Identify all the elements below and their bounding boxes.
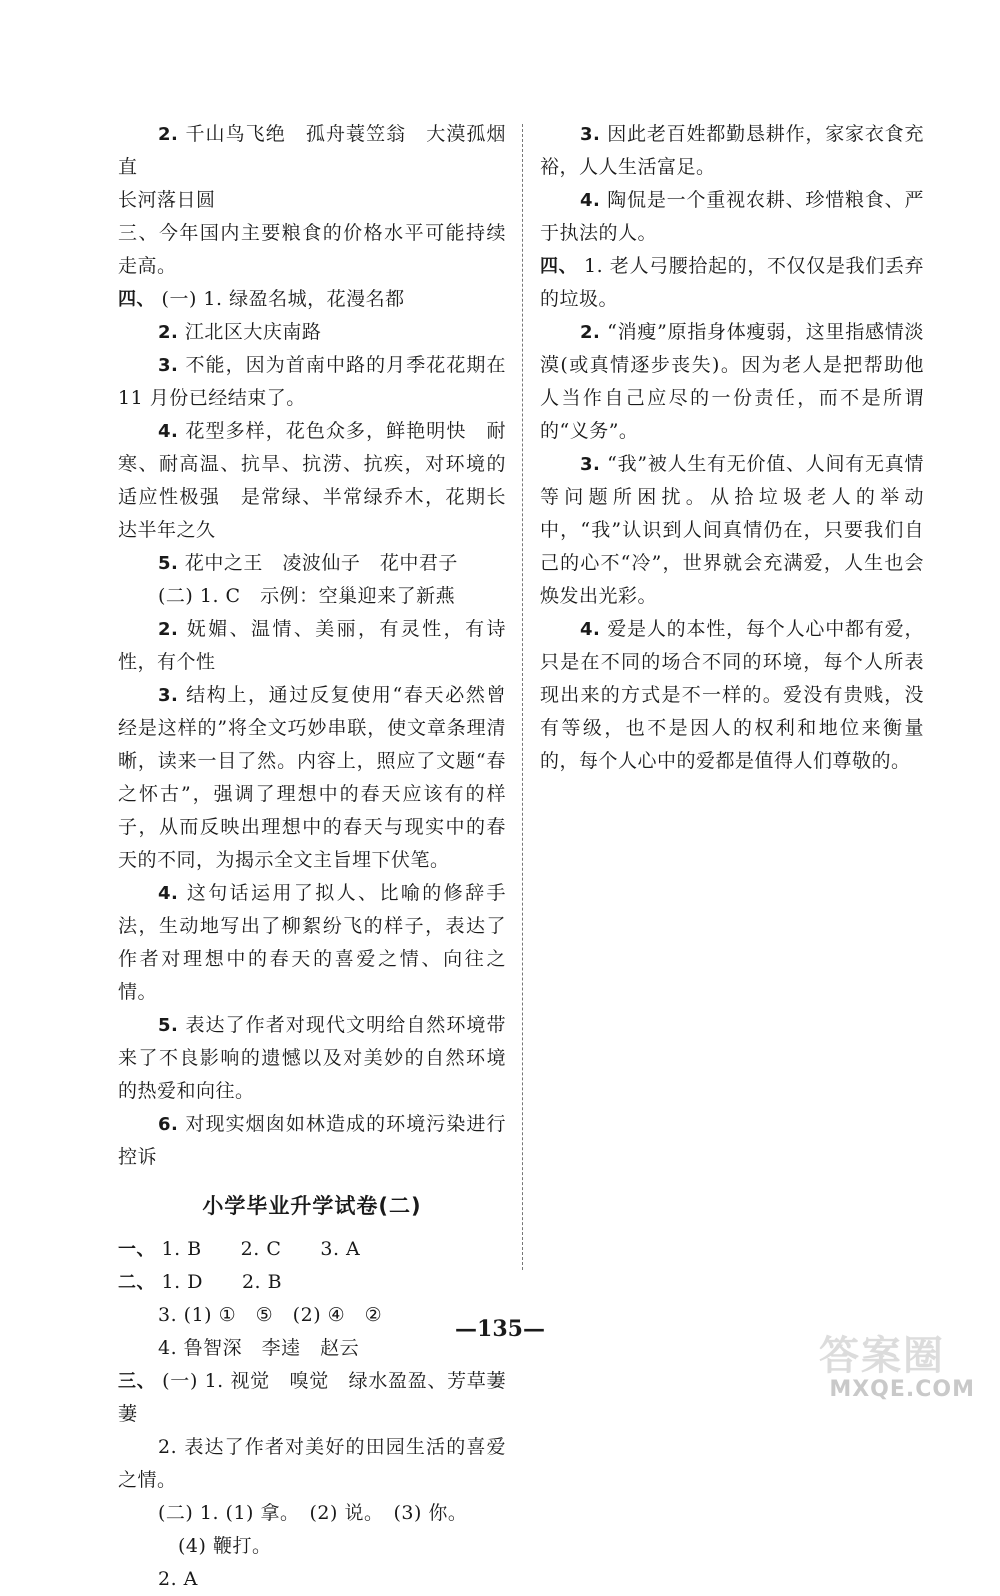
watermark-logo: 答案圈 [819,1333,945,1379]
item-number: 4. [158,883,179,904]
answer-line [540,316,924,448]
answer-line [118,1497,506,1530]
answer-line [540,184,924,250]
item-number: 3. [580,124,601,145]
answer-line [118,580,506,613]
item-number: 2. [158,619,179,640]
item-number: 4. [580,619,601,640]
answer-text: 千山鸟飞绝 孤舟蓑笠翁 大漠孤烟直 [118,123,506,178]
item-number: 2. [158,322,179,343]
answer-line [540,613,924,778]
answer-line [118,184,506,217]
answer-text: 这句话运用了拟人、比喻的修辞手法，生动地写出了柳絮纷飞的样子，表达了作者对理想中的春天的喜爱之情、向往之情。 [118,882,506,1003]
left-column [118,118,506,1596]
answer-text: 4. 鲁智深 李逵 赵云 [158,1337,360,1359]
answer-text: 因此老百姓都勤恳耕作，家家衣食充裕，人人生活富足。 [540,123,924,178]
answer-line [118,679,506,877]
item-number: 四、 [540,256,578,277]
answer-text: “消瘦”原指身体瘦弱，这里指感情淡漠(或真情逐步丧失)。因为老人是把帮助他人当作自己应尽的一份责任，而不是所谓的“义务”。 [540,321,924,442]
item-number: 5. [158,1015,179,1036]
item-number: 3. [580,454,601,475]
answer-line [118,547,506,580]
answer-line [118,1563,506,1596]
answer-text: 结构上，通过反复使用“春天必然曾经是这样的”将全文巧妙串联，使文章条理清晰，读来一目了然。内容上，照应了文题“春之怀古”，强调了理想中的春天应该有的样子，从而反映出理想中的春天与现实中的春天的不同，为揭示全文主旨埋下伏笔。 [118,684,506,871]
item-number: 5. [158,553,179,574]
answer-text: 花型多样，花色众多，鲜艳明快 耐寒、耐高温、抗旱、抗涝、抗疾，对环境的适应性极强 是常绿、半常绿乔木，花期长达半年之久 [118,420,506,541]
answer-text: 不能，因为首南中路的月季花花期在 11 月份已经结束了。 [118,354,506,409]
item-number: 三、 [118,1371,156,1392]
answer-text: 1. B 2. C 3. A [161,1238,361,1260]
answer-line [118,1009,506,1108]
answer-line [118,316,506,349]
item-number: 四、 [118,289,155,310]
answer-line [118,877,506,1009]
answer-text: (一) 1. 视觉 嗅觉 绿水盈盈、芳草萋萋 [118,1370,506,1425]
answer-line [118,349,506,415]
answer-text: 陶侃是一个重视农耕、珍惜粮食、严于执法的人。 [540,189,924,244]
answer-line [118,118,506,184]
answer-line [540,250,924,316]
right-column [540,118,924,778]
answer-line [540,448,924,613]
watermark-site: MXQE.COM [829,1377,975,1402]
answer-text: “我”被人生有无价值、人间有无真情等问题所困扰。从拾垃圾老人的举动中，“我”认识到人间真情仍在，只要我们自己的心不“冷”，世界就会充满爱，人生也会焕发出光彩。 [540,453,924,607]
answer-line [118,1365,506,1431]
item-number: 2. [580,322,601,343]
answer-text: 1. 老人弓腰拾起的，不仅仅是我们丢弃的垃圾。 [540,255,924,310]
answer-text: 三、今年国内主要粮食的价格水平可能持续走高。 [118,222,506,277]
answer-text: 1. D 2. B [161,1271,283,1293]
answer-text: 表达了作者对现代文明给自然环境带来了不良影响的遗憾以及对美妙的自然环境的热爱和向往。 [118,1014,506,1102]
answer-line [118,1266,506,1299]
answer-text: (二) 1. C 示例：空巢迎来了新燕 [158,585,456,607]
answer-line [118,1530,506,1563]
item-number: 2. [158,124,179,145]
answer-line [118,217,506,283]
answer-line [118,283,506,316]
item-number: 3. [158,685,179,706]
item-number: 4. [158,421,179,442]
answer-text: 爱是人的本性，每个人心中都有爱，只是在不同的场合不同的环境，每个人所表现出来的方式是不一样的。爱没有贵贱，没有等级，也不是因人的权利和地位来衡量的，每个人心中的爱都是值得人们尊敬的。 [540,618,924,772]
answer-text: 2. 表达了作者对美好的田园生活的喜爱之情。 [118,1436,506,1491]
answer-line [540,118,924,184]
answer-line [118,1431,506,1497]
item-number: 3. [158,355,179,376]
answer-text: 江北区大庆南路 [184,321,322,343]
answer-line [118,1108,506,1174]
answer-text: (4) 鞭打。 [178,1535,272,1557]
item-number: 一、 [118,1239,155,1260]
answer-text: 2. A [158,1568,198,1590]
item-number: 二、 [118,1272,155,1293]
answer-text: (一) 1. 绿盈名城，花漫名都 [161,288,405,310]
answer-text: 妩媚、温情、美丽，有灵性，有诗性，有个性 [118,618,506,673]
answer-text: (二) 1. (1) 拿。 (2) 说。 (3) 你。 [158,1502,468,1524]
page-number: —135— [455,1316,545,1342]
watermark [770,1322,975,1402]
column-divider [522,124,523,1270]
answer-line [118,613,506,679]
answer-line [118,1233,506,1266]
answer-text: 对现实烟囱如林造成的环境污染进行控诉 [118,1113,506,1168]
section-title: 小学毕业升学试卷(二) [202,1194,422,1218]
answer-text: 花中之王 凌波仙子 花中君子 [184,552,458,574]
item-number: 6. [158,1114,179,1135]
answer-line [118,415,506,547]
item-number: 4. [580,190,601,211]
answer-text: 长河落日圆 [118,189,216,211]
answer-text: 3. (1) ① ⑤ (2) ④ ② [158,1304,383,1326]
